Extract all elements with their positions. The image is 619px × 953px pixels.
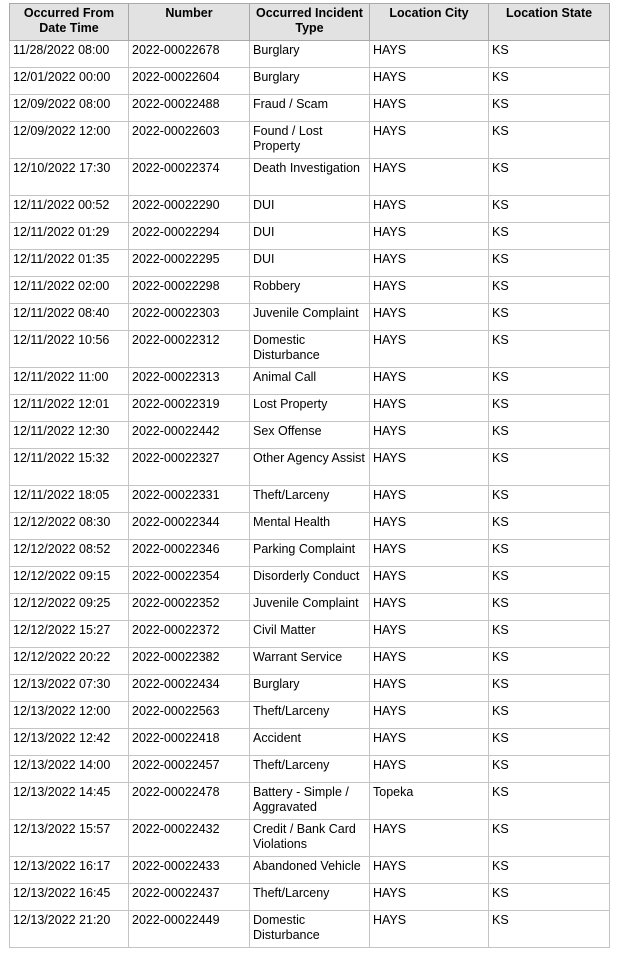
cell-number: 2022-00022327 bbox=[129, 449, 250, 486]
cell-incident-type: Burglary bbox=[250, 41, 370, 68]
cell-datetime: 12/13/2022 12:00 bbox=[10, 702, 129, 729]
header-location-state: Location State bbox=[489, 4, 610, 41]
cell-city: HAYS bbox=[370, 675, 489, 702]
table-row bbox=[10, 648, 610, 675]
cell-datetime: 12/13/2022 14:00 bbox=[10, 756, 129, 783]
table-row bbox=[10, 911, 610, 948]
cell-incident-type: Animal Call bbox=[250, 368, 370, 395]
header-row bbox=[10, 4, 610, 41]
cell-datetime: 12/13/2022 12:42 bbox=[10, 729, 129, 756]
cell-incident-type: Warrant Service bbox=[250, 648, 370, 675]
table-row bbox=[10, 729, 610, 756]
cell-state: KS bbox=[489, 250, 610, 277]
cell-number: 2022-00022563 bbox=[129, 702, 250, 729]
table-row bbox=[10, 304, 610, 331]
cell-datetime: 12/13/2022 16:45 bbox=[10, 884, 129, 911]
cell-city: HAYS bbox=[370, 68, 489, 95]
cell-state: KS bbox=[489, 513, 610, 540]
cell-state: KS bbox=[489, 884, 610, 911]
cell-datetime: 12/12/2022 08:52 bbox=[10, 540, 129, 567]
table-row bbox=[10, 449, 610, 486]
cell-number: 2022-00022294 bbox=[129, 223, 250, 250]
table-row bbox=[10, 422, 610, 449]
cell-incident-type: Domestic Disturbance bbox=[250, 911, 370, 948]
incident-table bbox=[9, 3, 610, 948]
cell-state: KS bbox=[489, 277, 610, 304]
table-row bbox=[10, 159, 610, 196]
cell-number: 2022-00022312 bbox=[129, 331, 250, 368]
cell-number: 2022-00022372 bbox=[129, 621, 250, 648]
cell-state: KS bbox=[489, 41, 610, 68]
cell-city: HAYS bbox=[370, 277, 489, 304]
cell-number: 2022-00022442 bbox=[129, 422, 250, 449]
cell-number: 2022-00022295 bbox=[129, 250, 250, 277]
table-row bbox=[10, 820, 610, 857]
table-body bbox=[10, 41, 610, 948]
cell-incident-type: DUI bbox=[250, 250, 370, 277]
cell-number: 2022-00022382 bbox=[129, 648, 250, 675]
cell-incident-type: Burglary bbox=[250, 675, 370, 702]
cell-datetime: 12/13/2022 21:20 bbox=[10, 911, 129, 948]
table-row bbox=[10, 250, 610, 277]
cell-datetime: 12/11/2022 02:00 bbox=[10, 277, 129, 304]
cell-incident-type: Other Agency Assist bbox=[250, 449, 370, 486]
cell-state: KS bbox=[489, 540, 610, 567]
header-location-city: Location City bbox=[370, 4, 489, 41]
cell-number: 2022-00022478 bbox=[129, 783, 250, 820]
header-number: Number bbox=[129, 4, 250, 41]
cell-city: HAYS bbox=[370, 621, 489, 648]
cell-number: 2022-00022344 bbox=[129, 513, 250, 540]
cell-incident-type: Fraud / Scam bbox=[250, 95, 370, 122]
cell-datetime: 12/12/2022 08:30 bbox=[10, 513, 129, 540]
cell-number: 2022-00022488 bbox=[129, 95, 250, 122]
cell-state: KS bbox=[489, 304, 610, 331]
cell-incident-type: Lost Property bbox=[250, 395, 370, 422]
cell-incident-type: Theft/Larceny bbox=[250, 702, 370, 729]
cell-incident-type: Found / Lost Property bbox=[250, 122, 370, 159]
cell-number: 2022-00022290 bbox=[129, 196, 250, 223]
cell-city: HAYS bbox=[370, 223, 489, 250]
cell-incident-type: Parking Complaint bbox=[250, 540, 370, 567]
table-row bbox=[10, 567, 610, 594]
cell-incident-type: Civil Matter bbox=[250, 621, 370, 648]
cell-incident-type: Theft/Larceny bbox=[250, 486, 370, 513]
cell-incident-type: Mental Health bbox=[250, 513, 370, 540]
cell-state: KS bbox=[489, 621, 610, 648]
cell-number: 2022-00022449 bbox=[129, 911, 250, 948]
cell-datetime: 12/13/2022 14:45 bbox=[10, 783, 129, 820]
table-row bbox=[10, 368, 610, 395]
table-row bbox=[10, 594, 610, 621]
cell-datetime: 12/11/2022 12:30 bbox=[10, 422, 129, 449]
cell-city: HAYS bbox=[370, 159, 489, 196]
cell-state: KS bbox=[489, 702, 610, 729]
cell-state: KS bbox=[489, 159, 610, 196]
cell-state: KS bbox=[489, 857, 610, 884]
cell-city: HAYS bbox=[370, 540, 489, 567]
cell-datetime: 12/11/2022 01:35 bbox=[10, 250, 129, 277]
cell-datetime: 12/11/2022 15:32 bbox=[10, 449, 129, 486]
cell-city: HAYS bbox=[370, 331, 489, 368]
table-row bbox=[10, 675, 610, 702]
table-row bbox=[10, 486, 610, 513]
cell-datetime: 12/12/2022 09:25 bbox=[10, 594, 129, 621]
cell-state: KS bbox=[489, 675, 610, 702]
table-row bbox=[10, 540, 610, 567]
cell-number: 2022-00022432 bbox=[129, 820, 250, 857]
table-header bbox=[10, 4, 610, 41]
cell-city: HAYS bbox=[370, 513, 489, 540]
cell-datetime: 12/13/2022 16:17 bbox=[10, 857, 129, 884]
cell-incident-type: Juvenile Complaint bbox=[250, 594, 370, 621]
cell-datetime: 12/11/2022 10:56 bbox=[10, 331, 129, 368]
cell-state: KS bbox=[489, 122, 610, 159]
cell-number: 2022-00022604 bbox=[129, 68, 250, 95]
cell-datetime: 12/11/2022 01:29 bbox=[10, 223, 129, 250]
cell-datetime: 12/11/2022 18:05 bbox=[10, 486, 129, 513]
cell-number: 2022-00022678 bbox=[129, 41, 250, 68]
cell-datetime: 12/01/2022 00:00 bbox=[10, 68, 129, 95]
cell-number: 2022-00022457 bbox=[129, 756, 250, 783]
cell-datetime: 12/11/2022 00:52 bbox=[10, 196, 129, 223]
table-row bbox=[10, 277, 610, 304]
table-row bbox=[10, 196, 610, 223]
cell-city: HAYS bbox=[370, 729, 489, 756]
cell-incident-type: Sex Offense bbox=[250, 422, 370, 449]
cell-state: KS bbox=[489, 95, 610, 122]
cell-datetime: 12/13/2022 07:30 bbox=[10, 675, 129, 702]
cell-datetime: 12/11/2022 12:01 bbox=[10, 395, 129, 422]
cell-state: KS bbox=[489, 422, 610, 449]
cell-datetime: 12/13/2022 15:57 bbox=[10, 820, 129, 857]
cell-city: HAYS bbox=[370, 122, 489, 159]
cell-incident-type: Credit / Bank Card Violations bbox=[250, 820, 370, 857]
table-row bbox=[10, 884, 610, 911]
cell-city: HAYS bbox=[370, 820, 489, 857]
cell-state: KS bbox=[489, 756, 610, 783]
cell-state: KS bbox=[489, 729, 610, 756]
cell-datetime: 12/09/2022 08:00 bbox=[10, 95, 129, 122]
cell-number: 2022-00022346 bbox=[129, 540, 250, 567]
cell-number: 2022-00022374 bbox=[129, 159, 250, 196]
table-row bbox=[10, 395, 610, 422]
table-row bbox=[10, 857, 610, 884]
cell-city: HAYS bbox=[370, 304, 489, 331]
cell-state: KS bbox=[489, 648, 610, 675]
cell-incident-type: Abandoned Vehicle bbox=[250, 857, 370, 884]
cell-state: KS bbox=[489, 223, 610, 250]
table-row bbox=[10, 223, 610, 250]
cell-incident-type: DUI bbox=[250, 223, 370, 250]
table-row bbox=[10, 331, 610, 368]
cell-incident-type: Disorderly Conduct bbox=[250, 567, 370, 594]
cell-datetime: 12/12/2022 09:15 bbox=[10, 567, 129, 594]
cell-city: HAYS bbox=[370, 702, 489, 729]
cell-datetime: 12/12/2022 20:22 bbox=[10, 648, 129, 675]
cell-state: KS bbox=[489, 368, 610, 395]
cell-city: HAYS bbox=[370, 368, 489, 395]
cell-city: HAYS bbox=[370, 196, 489, 223]
cell-state: KS bbox=[489, 820, 610, 857]
cell-city: HAYS bbox=[370, 857, 489, 884]
cell-number: 2022-00022303 bbox=[129, 304, 250, 331]
cell-state: KS bbox=[489, 783, 610, 820]
cell-city: Topeka bbox=[370, 783, 489, 820]
cell-incident-type: Theft/Larceny bbox=[250, 884, 370, 911]
cell-city: HAYS bbox=[370, 395, 489, 422]
table-row bbox=[10, 756, 610, 783]
cell-incident-type: Battery - Simple / Aggravated bbox=[250, 783, 370, 820]
header-occurred-date-time: Occurred From Date Time bbox=[10, 4, 129, 41]
cell-city: HAYS bbox=[370, 648, 489, 675]
table-row bbox=[10, 513, 610, 540]
cell-city: HAYS bbox=[370, 486, 489, 513]
table-row bbox=[10, 702, 610, 729]
cell-state: KS bbox=[489, 395, 610, 422]
cell-incident-type: Accident bbox=[250, 729, 370, 756]
cell-state: KS bbox=[489, 68, 610, 95]
cell-city: HAYS bbox=[370, 41, 489, 68]
cell-datetime: 12/12/2022 15:27 bbox=[10, 621, 129, 648]
cell-city: HAYS bbox=[370, 911, 489, 948]
cell-state: KS bbox=[489, 196, 610, 223]
cell-city: HAYS bbox=[370, 594, 489, 621]
cell-state: KS bbox=[489, 449, 610, 486]
cell-number: 2022-00022603 bbox=[129, 122, 250, 159]
cell-datetime: 11/28/2022 08:00 bbox=[10, 41, 129, 68]
table-row bbox=[10, 68, 610, 95]
cell-state: KS bbox=[489, 594, 610, 621]
cell-datetime: 12/10/2022 17:30 bbox=[10, 159, 129, 196]
cell-city: HAYS bbox=[370, 449, 489, 486]
cell-number: 2022-00022313 bbox=[129, 368, 250, 395]
cell-state: KS bbox=[489, 567, 610, 594]
cell-incident-type: Death Investigation bbox=[250, 159, 370, 196]
cell-number: 2022-00022331 bbox=[129, 486, 250, 513]
cell-number: 2022-00022418 bbox=[129, 729, 250, 756]
cell-state: KS bbox=[489, 331, 610, 368]
header-incident-type: Occurred Incident Type bbox=[250, 4, 370, 41]
cell-number: 2022-00022437 bbox=[129, 884, 250, 911]
table-row bbox=[10, 621, 610, 648]
cell-city: HAYS bbox=[370, 422, 489, 449]
cell-city: HAYS bbox=[370, 567, 489, 594]
cell-incident-type: Juvenile Complaint bbox=[250, 304, 370, 331]
cell-city: HAYS bbox=[370, 884, 489, 911]
cell-incident-type: Domestic Disturbance bbox=[250, 331, 370, 368]
cell-city: HAYS bbox=[370, 95, 489, 122]
cell-datetime: 12/11/2022 08:40 bbox=[10, 304, 129, 331]
cell-number: 2022-00022354 bbox=[129, 567, 250, 594]
cell-incident-type: Robbery bbox=[250, 277, 370, 304]
cell-incident-type: DUI bbox=[250, 196, 370, 223]
cell-incident-type: Burglary bbox=[250, 68, 370, 95]
cell-number: 2022-00022352 bbox=[129, 594, 250, 621]
table-row bbox=[10, 783, 610, 820]
cell-number: 2022-00022319 bbox=[129, 395, 250, 422]
table-row bbox=[10, 41, 610, 68]
cell-state: KS bbox=[489, 486, 610, 513]
cell-datetime: 12/11/2022 11:00 bbox=[10, 368, 129, 395]
cell-city: HAYS bbox=[370, 756, 489, 783]
table-row bbox=[10, 95, 610, 122]
cell-incident-type: Theft/Larceny bbox=[250, 756, 370, 783]
cell-number: 2022-00022433 bbox=[129, 857, 250, 884]
cell-city: HAYS bbox=[370, 250, 489, 277]
cell-number: 2022-00022434 bbox=[129, 675, 250, 702]
cell-datetime: 12/09/2022 12:00 bbox=[10, 122, 129, 159]
table-row bbox=[10, 122, 610, 159]
cell-state: KS bbox=[489, 911, 610, 948]
cell-number: 2022-00022298 bbox=[129, 277, 250, 304]
